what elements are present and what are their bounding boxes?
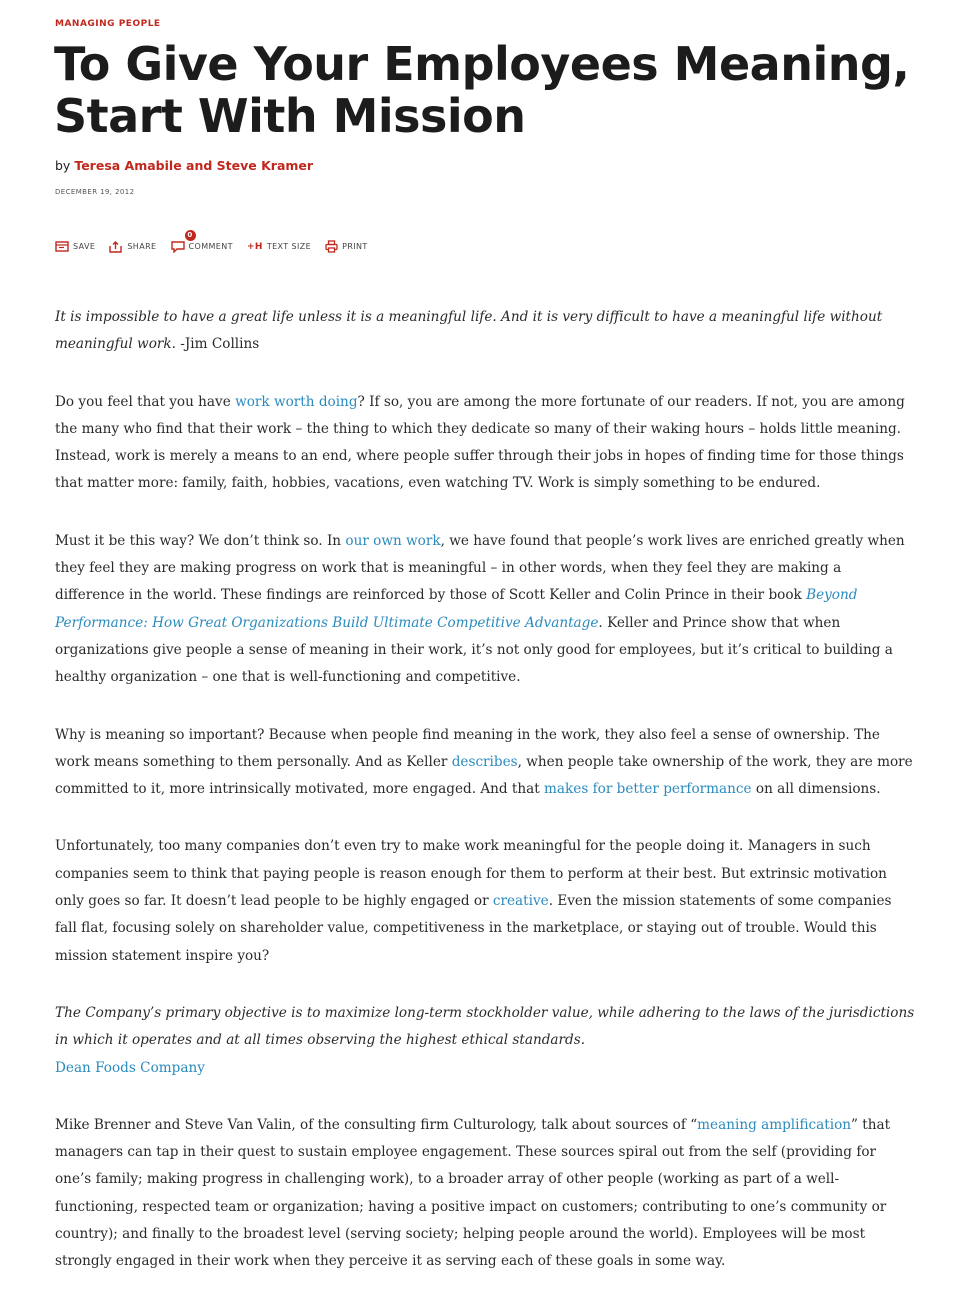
comment-label: COMMENT	[188, 242, 233, 251]
print-icon	[325, 240, 338, 253]
paragraph-text: Mike Brenner and Steve Van Valin, of the consulting firm Culturology, talk about sources of “	[55, 1116, 698, 1133]
paragraph-3	[55, 722, 915, 804]
print-button[interactable]	[325, 240, 368, 253]
link-meaning-amplification[interactable]: meaning amplification	[697, 1116, 852, 1133]
text-size-icon: +H	[246, 241, 263, 252]
print-label: PRINT	[342, 242, 368, 251]
paragraph-2	[55, 528, 915, 692]
link-describes[interactable]: describes	[451, 753, 518, 770]
share-icon	[109, 241, 123, 253]
section-label[interactable]: MANAGING PEOPLE	[55, 19, 161, 29]
mission-quote-text: The Company’s primary objective is to maximize long-term stockholder value, while adhering to the laws of the jurisdictions in which it operates and at all times observing the highest ethical standards.	[55, 1004, 915, 1049]
mission-statement-quote	[55, 1000, 915, 1082]
paragraph-text: on all dimensions.	[751, 781, 881, 798]
comment-icon	[171, 241, 185, 253]
link-our-own-work[interactable]: our own work	[345, 532, 441, 549]
epigraph	[55, 304, 915, 359]
paragraph-text: Unfortunately, too many companies don’t even try to make work meaningful for the people doing it. Managers in such companies seem to think that paying people is reason enough for them to perform at their best. But extrinsic motivation only goes so far. It doesn’t lead people to be highly engaged or	[55, 838, 887, 910]
share-label: SHARE	[127, 242, 157, 251]
comment-button[interactable]	[171, 230, 233, 253]
epigraph-quote: It is impossible to have a great life unless it is a meaningful life. And it is very difficult to have a meaningful life without meaningful work.	[55, 309, 883, 353]
paragraph-4	[55, 833, 915, 969]
paragraph-text: Must it be this way? We don’t think so. In	[55, 532, 346, 549]
link-beyond-performance[interactable]: Beyond Performance: How Great Organizations Build Ultimate Competitive Advantage	[55, 587, 858, 631]
article-toolbar	[55, 230, 368, 253]
article-title: To Give Your Employees Meaning, Start With Mission	[54, 37, 910, 143]
paragraph-1	[55, 389, 915, 498]
paragraph-text: , when people take ownership of the work, they are more committed to it, more intrinsically motivated, more engaged. And that	[55, 753, 913, 798]
author-link[interactable]: Teresa Amabile and Steve Kramer	[74, 158, 314, 173]
paragraph-text: . Even the mission statements of some companies fall flat, focusing solely on shareholder value, competitiveness in the marketplace, or staying out of trouble. Would this mission statement inspire you?	[55, 893, 892, 964]
mission-source	[55, 1055, 915, 1082]
save-label: SAVE	[73, 242, 96, 251]
link-better-performance[interactable]: makes for better performance	[544, 781, 752, 798]
paragraph-5	[55, 1112, 915, 1276]
article-body	[55, 304, 915, 1306]
paragraph-text: ? If so, you are among the more fortunate of our readers. If not, you are among the many who find that their work – the thing to which they dedicate so many of their waking hours – holds little meaning. Instead, work is merely a means to an end, where people suffer through their jobs in hopes of finding time for those things that matter more: family, faith, hobbies, vacations, even watching TV. Work is simply something to be endured.	[55, 393, 905, 492]
text-size-label: TEXT SIZE	[266, 242, 312, 251]
save-button[interactable]	[55, 241, 95, 252]
paragraph-text: , we have found that people’s work lives are enriched greatly when they feel they are making progress on work that is meaningful – in other words, when they feel they are making a difference in the world. These findings are reinforced by those of Scott Keller and Colin Prince in their book	[55, 532, 905, 604]
link-dean-foods[interactable]: Dean Foods Company	[55, 1059, 205, 1076]
byline	[55, 158, 313, 173]
byline-prefix: by	[55, 158, 71, 173]
paragraph-text: Why is meaning so important? Because when people find meaning in the work, they also feel a sense of ownership. The work means something to them personally. And as Keller	[55, 726, 880, 770]
publish-date: DECEMBER 19, 2012	[55, 188, 135, 196]
paragraph-text: ” that managers can tap in their quest to sustain employee engagement. These sources spiral out from the self (providing for one’s family; making progress in challenging work), to a broader array of other people (working as part of a well-functioning, respected team or organization; having a positive impact on customers; contributing to one’s community or country); and finally to the broadest level (serving society; helping people around the world). Employees will be most strongly engaged in their work when they perceive it as serving each of these goals in some way.	[55, 1116, 891, 1270]
text-size-button[interactable]	[247, 242, 311, 252]
comment-count-badge: 0	[185, 230, 196, 241]
share-button[interactable]	[109, 241, 156, 253]
link-creative[interactable]: creative	[492, 893, 549, 910]
paragraph-text: . Keller and Prince show that when organizations give people a sense of meaning in their work, it’s not only good for employees, but it’s critical to building a healthy organization – one that is well-functioning and competitive.	[55, 614, 893, 686]
epigraph-author: -Jim Collins	[175, 336, 260, 353]
save-icon	[55, 241, 69, 252]
link-work-worth-doing[interactable]: work worth doing	[235, 393, 358, 410]
paragraph-text: Do you feel that you have	[55, 393, 236, 410]
